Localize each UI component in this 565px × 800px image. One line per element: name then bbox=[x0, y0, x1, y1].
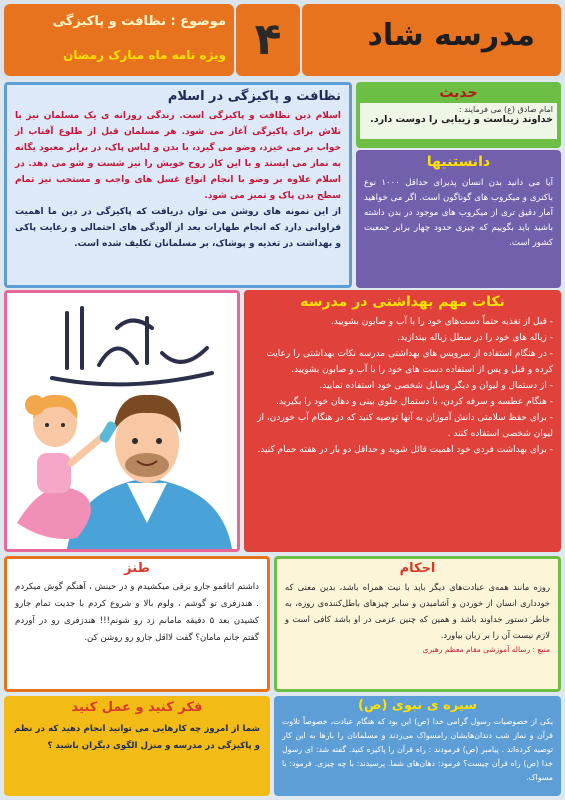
issue-number: ۴ bbox=[236, 4, 300, 76]
facts-title: دانستنیها bbox=[426, 154, 491, 170]
tip-item: - قبل از تغذیه حتماً دست‌های خود را با آب و صابون بشویید. bbox=[330, 317, 553, 327]
hadith-title: حدیث bbox=[439, 85, 478, 101]
rulings-source: منبع : رساله آموزشی مقام معظم رهبری bbox=[422, 645, 550, 654]
tips-section bbox=[244, 290, 561, 552]
tip-item: - در هنگام استفاده از سرویس های بهداشتی مدرسه نکات بهداشتی را رعایت کرده و قبل و پس از استفاده دست های خود را با آب و صابون بشویید. bbox=[266, 349, 553, 375]
tip-item: - برای بهداشت فردی خود اهمیت قائل شوید و حداقل دو بار در هفته حمام کنید. bbox=[257, 445, 553, 455]
header-subtitle: ویژه نامه ماه مبارک رمضان bbox=[63, 48, 226, 62]
think-section bbox=[4, 696, 270, 796]
facts-text: آیا می دانید بدن انسان پذیرای حداقل ۱۰۰۰ نوع باکتری و میکروب های گوناگون است. اگر می خواهید آمار دقیق تری از میکروب های موجود در بدن داشته باشید باید بگوییم که چیزی حدود چهار برابر جمعیت کشور است. bbox=[364, 178, 553, 248]
cleanliness-para1: اسلام دین نظافت و پاکیزگی است. زندگی روزانه ی یک مسلمان نیز با تلاش برای پاکیزگی آغاز می شود. هر مسلمان قبل از طلوع آفتاب از خواب بر می خیزد، وضو می گیرد، با بدن و لباس پاک، در برابر معبود یگانه به نماز می ایستد و با این کار روح خویش را نیز شست و شو می دهد. در اسلام علاوه بر وضو با انجام انواع غسل های واجب و مستحب نیز تمام سطح بدن پاک و تمیز می شود. bbox=[15, 111, 341, 201]
humor-text: داشتم اتاقمو جارو برقی میکشیدم و در حینش ، آهنگم گوش میکردم . هندزفری تو گوشم ، ولوم بالا و شروع کردم با جدیت تمام جارو کشیدن بعد ۵ دقیقه مامانم زد رو شونم!!! هندزفری رو در آوردم گفتم جانم مامان؟ گفت لااقل جارو رو روشن کن. bbox=[15, 582, 260, 643]
hadith-text: خداوند زیباست و زیبایی را دوست دارد. bbox=[370, 114, 553, 125]
illustration-panel bbox=[4, 290, 240, 552]
header-topic-panel bbox=[4, 4, 234, 76]
hadith-intro: امام صادق (ع) می فرمایند : bbox=[458, 105, 553, 114]
rulings-title: احکام bbox=[399, 561, 436, 576]
facts-section bbox=[356, 150, 561, 288]
rulings-text: روزه مانند همه‌ی عبادت‌های دیگر باید با نیت همراه باشد، بدین معنی که خودداری انسان از خوردن و آشامیدن و سایر چیزهای باطل‌کننده‌ی روزه، به خاطر دستور خداوند باشد و همین که چنین عزمی در او باشد کافی است و لازم نیست آن را بر زبان بیاورد. bbox=[285, 582, 550, 640]
hadith-section bbox=[356, 82, 561, 148]
cleanliness-title: نظافت و پاکیزگی در اسلام bbox=[167, 89, 341, 104]
tip-item: - برای حفظ سلامتی دانش آموزان به آنها توصیه کنید که در هنگام آب خوردن، از لیوان شخصی استفاده کنند . bbox=[257, 413, 553, 439]
rulings-section bbox=[274, 556, 561, 692]
father-daughter-illustration bbox=[7, 293, 237, 549]
humor-title: طنز bbox=[124, 561, 150, 576]
tip-item: - هنگام عطسه و سرفه کردن، با دستمال جلوی بینی و دهان خود را بگیرید. bbox=[276, 397, 553, 407]
hadith-body bbox=[360, 103, 557, 139]
tip-item: - زباله های خود را در سطل زباله بیندازید. bbox=[397, 333, 553, 343]
think-text: شما از امروز چه کارهایی می توانید انجام دهید که در نظم و پاکیزگی در مدرسه و منزل الگوی دیگران باشید ؟ bbox=[14, 724, 260, 751]
school-name-panel bbox=[302, 4, 561, 76]
sira-section bbox=[274, 696, 561, 796]
sira-text: یکی از خصوصیات رسول گرامی خدا (ص) این بود که هنگام عبادت، خصوصاً تلاوت قرآن و نماز شب دندان‌هایشان رامسواک می‌زدند و مسلمانان را بارها به این کار توصیه کرده‌اند . پیامبر (ص) فرمودند : راه قرآن را پاکیزه کنید. گفته شد: ای رسول خدا (ص) راه قرآن چیست؟ فرمود: دهان‌های شما. پرسیدند: با چه چیزی. فرمود: با مسواک. bbox=[282, 717, 553, 782]
tips-title: نکات مهم بهداشتی در مدرسه bbox=[300, 294, 505, 310]
cleanliness-para2: از این نمونه های روشن می توان دریافت که پاکیزگی در دین ما اهمیت فراوانی دارد که انجام طهارات بعد از آلودگی های احتمالی و رعایت پاکی و بهداشت در تغذیه و پوشاک، بر مسلمانان تکلیف شده است. bbox=[15, 207, 341, 249]
humor-section bbox=[4, 556, 270, 692]
tip-item: - از دستمال و لیوان و دیگر وسایل شخصی خود استفاده نمایید. bbox=[319, 381, 553, 391]
tips-list bbox=[252, 314, 553, 458]
school-name: مدرسه شاد bbox=[367, 18, 535, 53]
header-topic: موضوع : نظافت و پاکیزگی bbox=[52, 14, 226, 29]
sira-title: سیره ی نبوی (ص) bbox=[358, 698, 477, 713]
header bbox=[0, 0, 565, 80]
cleanliness-section bbox=[4, 82, 352, 288]
think-title: فکر کنید و عمل کنید bbox=[71, 700, 203, 715]
